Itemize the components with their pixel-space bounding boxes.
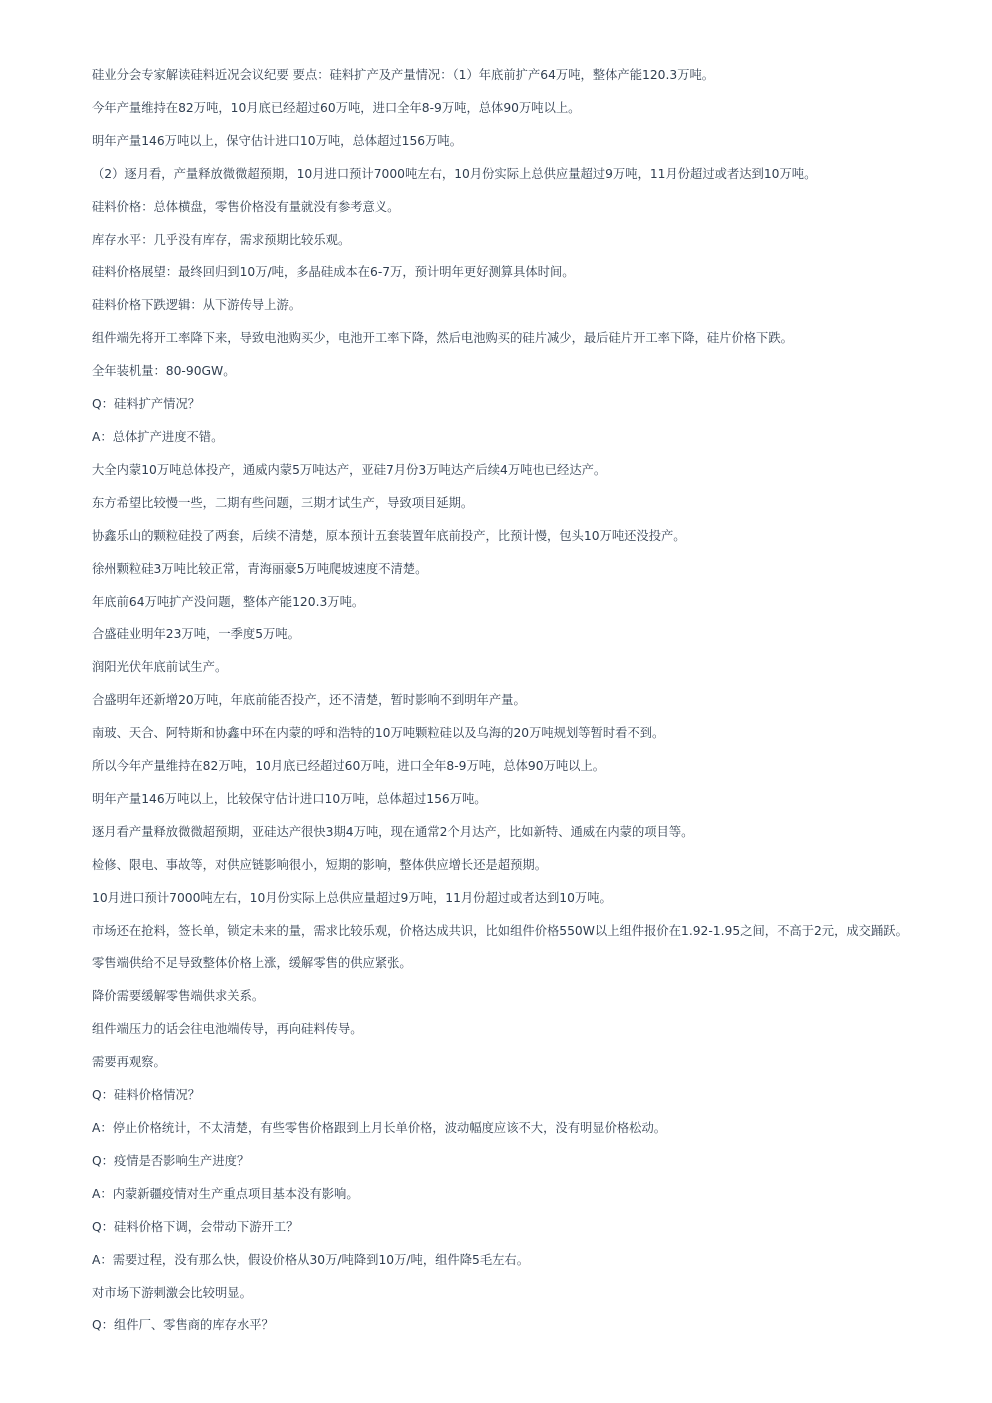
paragraph: 库存水平：几乎没有库存，需求预期比较乐观。 bbox=[92, 232, 351, 247]
question-paragraph: Q：硅料价格情况？ bbox=[92, 1088, 201, 1103]
paragraph: 市场还在抢料，签长单，锁定未来的量，需求比较乐观，价格达成共识，比如组件价格550W以上组件报价在1.92-1.95之间，不高于2元，成交踊跃。 bbox=[92, 923, 908, 938]
answer-paragraph: A：需要过程，没有那么快，假设价格从30万/吨降到10万/吨，组件降5毛左右。 bbox=[92, 1252, 530, 1267]
document-body bbox=[92, 66, 942, 1349]
paragraph: 大全内蒙10万吨总体投产，通威内蒙5万吨达产，亚硅7月份3万吨达产后续4万吨也已经达产。 bbox=[92, 462, 607, 477]
paragraph: 检修、限电、事故等，对供应链影响很小，短期的影响，整体供应增长还是超预期。 bbox=[92, 857, 547, 872]
paragraph: 对市场下游刺激会比较明显。 bbox=[92, 1285, 252, 1300]
paragraph: 硅业分会专家解读硅料近况会议纪要 要点：硅料扩产及产量情况：（1）年底前扩产64万吨，整体产能120.3万吨。 bbox=[92, 68, 715, 82]
paragraph: 组件端先将开工率降下来，导致电池购买少，电池开工率下降，然后电池购买的硅片减少，最后硅片开工率下降，硅片价格下跌。 bbox=[92, 331, 793, 346]
answer-paragraph: A：内蒙新疆疫情对生产重点项目基本没有影响。 bbox=[92, 1186, 359, 1201]
paragraph: 组件端压力的话会往电池端传导，再向硅料传导。 bbox=[92, 1022, 363, 1037]
paragraph: 硅料价格下跌逻辑：从下游传导上游。 bbox=[92, 298, 302, 313]
paragraph: 降价需要缓解零售端供求关系。 bbox=[92, 989, 265, 1004]
paragraph: 明年产量146万吨以上，保守估计进口10万吨，总体超过156万吨。 bbox=[92, 133, 463, 148]
question-paragraph: Q：组件厂、零售商的库存水平？ bbox=[92, 1318, 274, 1333]
paragraph: 全年装机量：80-90GW。 bbox=[92, 364, 236, 379]
paragraph: （2）逐月看，产量释放微微超预期，10月进口预计7000吨左右，10月份实际上总供应量超过9万吨，11月份超过或者达到10万吨。 bbox=[92, 166, 817, 181]
question-paragraph: Q：硅料扩产情况？ bbox=[92, 397, 201, 412]
paragraph: 需要再观察。 bbox=[92, 1055, 166, 1070]
paragraph: 合盛硅业明年23万吨，一季度5万吨。 bbox=[92, 627, 300, 642]
paragraph: 明年产量146万吨以上，比较保守估计进口10万吨，总体超过156万吨。 bbox=[92, 791, 487, 806]
paragraph: 南玻、天合、阿特斯和协鑫中环在内蒙的呼和浩特的10万吨颗粒硅以及乌海的20万吨规划等暂时看不到。 bbox=[92, 726, 665, 741]
paragraph: 硅料价格展望：最终回归到10万/吨，多晶硅成本在6-7万，预计明年更好测算具体时间。 bbox=[92, 265, 575, 280]
paragraph: 所以今年产量维持在82万吨，10月底已经超过60万吨，进口全年8-9万吨，总体90万吨以上。 bbox=[92, 759, 606, 774]
paragraph: 合盛明年还新增20万吨，年底前能否投产，还不清楚，暂时影响不到明年产量。 bbox=[92, 693, 526, 708]
paragraph: 年底前64万吨扩产没问题，整体产能120.3万吨。 bbox=[92, 594, 365, 609]
answer-paragraph: A：总体扩产进度不错。 bbox=[92, 429, 224, 444]
paragraph: 逐月看产量释放微微超预期，亚硅达产很快3期4万吨，现在通常2个月达产，比如新特、通威在内蒙的项目等。 bbox=[92, 824, 694, 839]
paragraph: 今年产量维持在82万吨，10月底已经超过60万吨，进口全年8-9万吨，总体90万吨以上。 bbox=[92, 100, 581, 115]
paragraph: 零售端供给不足导致整体价格上涨，缓解零售的供应紧张。 bbox=[92, 956, 412, 971]
answer-paragraph: A：停止价格统计，不太清楚，有些零售价格跟到上月长单价格，波动幅度应该不大，没有明显价格松动。 bbox=[92, 1121, 667, 1135]
paragraph: 硅料价格：总体横盘，零售价格没有量就没有参考意义。 bbox=[92, 199, 400, 214]
question-paragraph: Q：疫情是否影响生产进度？ bbox=[92, 1153, 250, 1168]
paragraph: 10月进口预计7000吨左右，10月份实际上总供应量超过9万吨，11月份超过或者达到10万吨。 bbox=[92, 890, 612, 905]
question-paragraph: Q：硅料价格下调，会带动下游开工？ bbox=[92, 1219, 299, 1234]
paragraph: 东方希望比较慢一些，二期有些问题，三期才试生产，导致项目延期。 bbox=[92, 495, 474, 510]
paragraph: 协鑫乐山的颗粒硅投了两套，后续不清楚，原本预计五套装置年底前投产，比预计慢，包头10万吨还没投产。 bbox=[92, 528, 686, 543]
paragraph: 徐州颗粒硅3万吨比较正常，青海丽豪5万吨爬坡速度不清楚。 bbox=[92, 561, 428, 576]
paragraph: 润阳光伏年底前试生产。 bbox=[92, 660, 228, 675]
